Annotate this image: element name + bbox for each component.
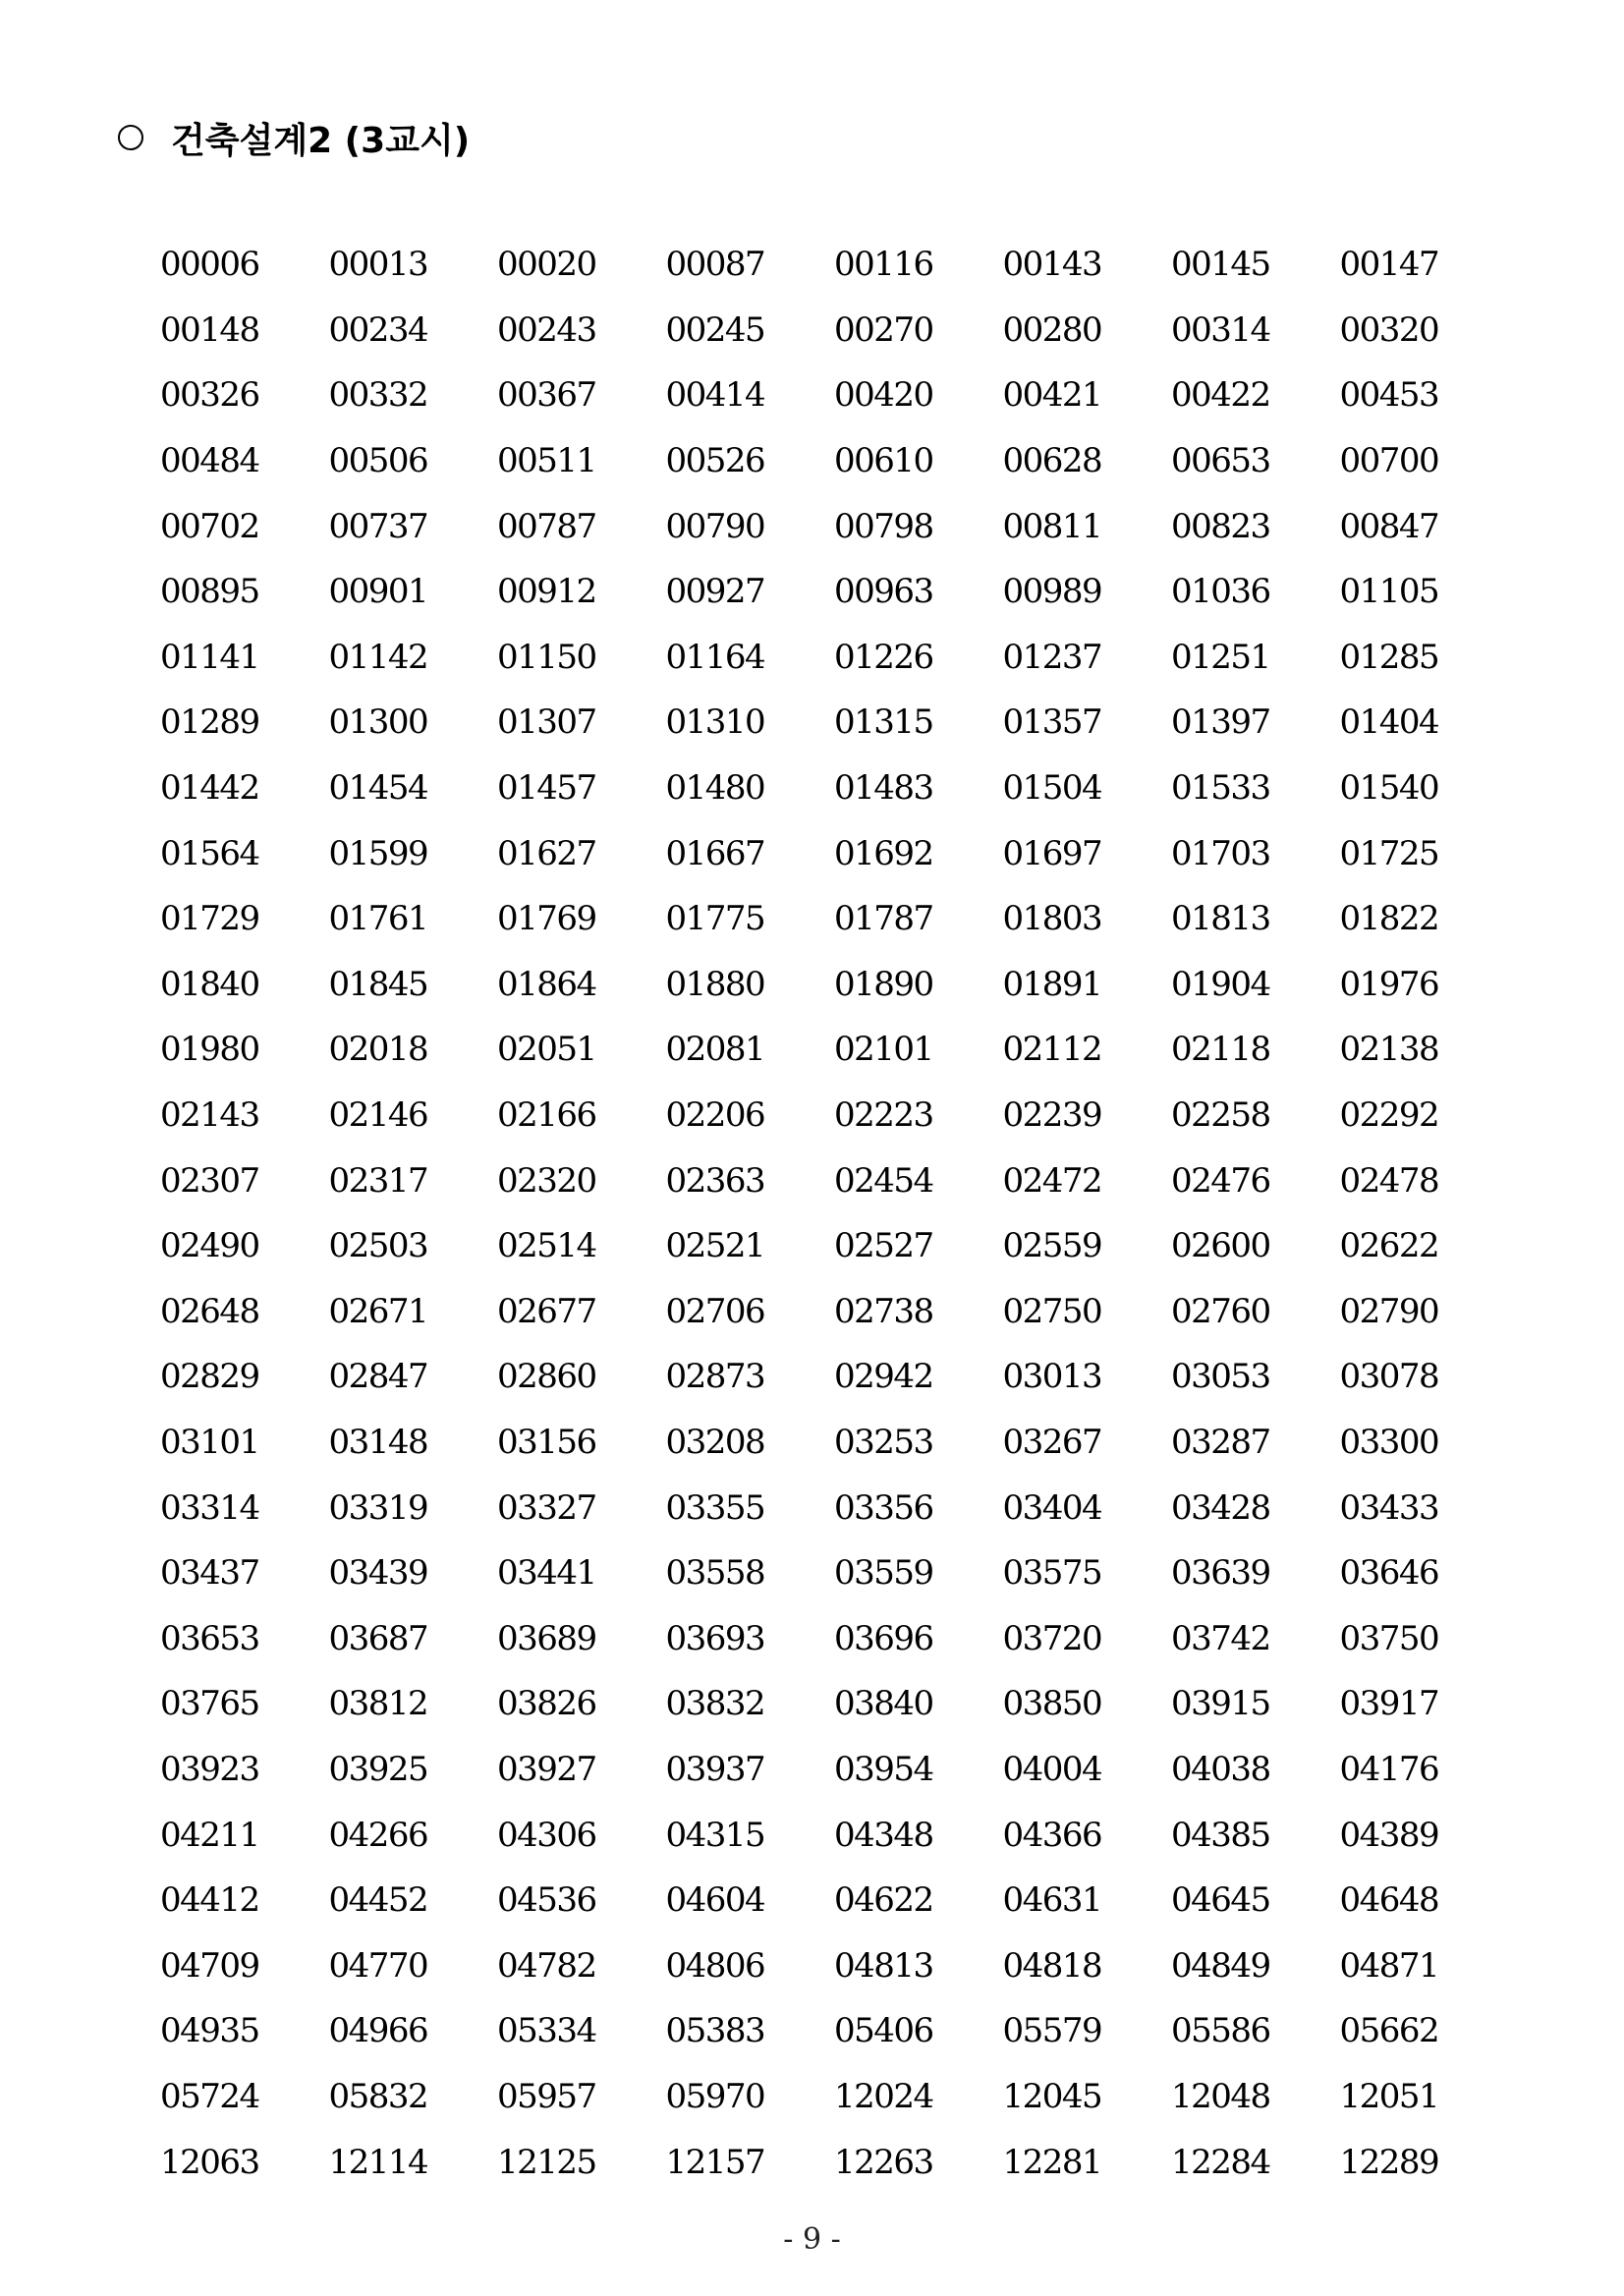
candidate-number: 01725 [1339, 833, 1439, 873]
candidate-number: 03720 [1002, 1618, 1102, 1658]
page-number: - 9 - [783, 2222, 841, 2257]
candidate-number: 00006 [160, 245, 259, 285]
candidate-number: 01142 [328, 637, 428, 677]
candidate-number: 02829 [160, 1357, 259, 1397]
candidate-number: 02051 [497, 1030, 596, 1070]
candidate-number: 00702 [160, 506, 259, 546]
candidate-number: 00811 [1002, 506, 1102, 546]
candidate-number: 03148 [328, 1422, 428, 1462]
candidate-number: 00245 [665, 309, 765, 350]
candidate-number: 00367 [497, 375, 596, 416]
candidate-number: 01141 [160, 637, 259, 677]
candidate-number: 03925 [328, 1749, 428, 1789]
candidate-number: 01775 [665, 899, 765, 939]
candidate-number: 01703 [1171, 833, 1270, 873]
candidate-number: 03300 [1339, 1422, 1439, 1462]
candidate-number: 03812 [328, 1684, 428, 1724]
candidate-number: 04266 [328, 1815, 428, 1855]
candidate-number: 01976 [1339, 964, 1439, 1004]
candidate-number: 00847 [1339, 506, 1439, 546]
candidate-number: 00628 [1002, 441, 1102, 481]
candidate-number: 03053 [1171, 1357, 1270, 1397]
candidate-number: 01845 [328, 964, 428, 1004]
candidate-number: 05586 [1171, 2011, 1270, 2051]
candidate-number: 03653 [160, 1618, 259, 1658]
candidate-number: 03575 [1002, 1553, 1102, 1594]
candidate-number: 02738 [834, 1291, 933, 1331]
candidate-number: 03404 [1002, 1487, 1102, 1528]
candidate-number: 01813 [1171, 899, 1270, 939]
candidate-number: 04966 [328, 2011, 428, 2051]
candidate-number: 01692 [834, 833, 933, 873]
candidate-number: 03917 [1339, 1684, 1439, 1724]
candidate-number: 02081 [665, 1030, 765, 1070]
candidate-number: 04818 [1002, 1945, 1102, 1986]
candidate-number: 01504 [1002, 768, 1102, 809]
candidate-number: 04806 [665, 1945, 765, 1986]
candidate-number: 00963 [834, 572, 933, 612]
candidate-number: 01880 [665, 964, 765, 1004]
candidate-number: 03437 [160, 1553, 259, 1594]
candidate-number: 02790 [1339, 1291, 1439, 1331]
candidate-number: 00895 [160, 572, 259, 612]
candidate-number: 02320 [497, 1160, 596, 1201]
section-heading [118, 110, 470, 165]
candidate-number: 03696 [834, 1618, 933, 1658]
candidate-number: 03156 [497, 1422, 596, 1462]
candidate-number: 01226 [834, 637, 933, 677]
candidate-number: 03355 [665, 1487, 765, 1528]
candidate-number: 00148 [160, 309, 259, 350]
candidate-number: 01036 [1171, 572, 1270, 612]
candidate-number: 04004 [1002, 1749, 1102, 1789]
candidate-number: 01251 [1171, 637, 1270, 677]
candidate-number: 03646 [1339, 1553, 1439, 1594]
candidate-number: 04631 [1002, 1880, 1102, 1921]
candidate-number: 00020 [497, 245, 596, 285]
candidate-number: 01840 [160, 964, 259, 1004]
candidate-number: 02860 [497, 1357, 596, 1397]
candidate-number: 03826 [497, 1684, 596, 1724]
candidate-number: 03750 [1339, 1618, 1439, 1658]
candidate-number: 05579 [1002, 2011, 1102, 2051]
candidate-number: 03208 [665, 1422, 765, 1462]
candidate-number: 12114 [328, 2142, 428, 2182]
candidate-number: 02292 [1339, 1095, 1439, 1136]
candidate-number: 00234 [328, 309, 428, 350]
candidate-number: 05662 [1339, 2011, 1439, 2051]
candidate-number: 03832 [665, 1684, 765, 1724]
candidate-number: 00610 [834, 441, 933, 481]
candidate-number: 02559 [1002, 1226, 1102, 1266]
candidate-number: 12125 [497, 2142, 596, 2182]
candidate-number: 04038 [1171, 1749, 1270, 1789]
candidate-number: 02514 [497, 1226, 596, 1266]
candidate-number: 03927 [497, 1749, 596, 1789]
candidate-number: 01454 [328, 768, 428, 809]
candidate-number: 00420 [834, 375, 933, 416]
candidate-number: 12263 [834, 2142, 933, 2182]
candidate-number: 01237 [1002, 637, 1102, 677]
candidate-number: 03428 [1171, 1487, 1270, 1528]
candidate-number: 04648 [1339, 1880, 1439, 1921]
candidate-number: 02677 [497, 1291, 596, 1331]
candidate-number: 02648 [160, 1291, 259, 1331]
candidate-number: 00145 [1171, 245, 1270, 285]
candidate-number: 03287 [1171, 1422, 1270, 1462]
candidate-number: 04935 [160, 2011, 259, 2051]
candidate-number: 00453 [1339, 375, 1439, 416]
candidate-number: 05334 [497, 2011, 596, 2051]
candidate-number: 01904 [1171, 964, 1270, 1004]
candidate-number: 01697 [1002, 833, 1102, 873]
candidate-number: 03439 [328, 1553, 428, 1594]
candidate-number: 03840 [834, 1684, 933, 1724]
candidate-number: 00332 [328, 375, 428, 416]
candidate-number: 00927 [665, 572, 765, 612]
candidate-number: 01540 [1339, 768, 1439, 809]
candidate-number: 03923 [160, 1749, 259, 1789]
candidate-number: 04385 [1171, 1815, 1270, 1855]
candidate-number: 02671 [328, 1291, 428, 1331]
candidate-number: 02018 [328, 1030, 428, 1070]
candidate-number: 04536 [497, 1880, 596, 1921]
candidate-number: 01564 [160, 833, 259, 873]
candidate-number: 03954 [834, 1749, 933, 1789]
candidate-number: 01300 [328, 702, 428, 743]
candidate-number: 01150 [497, 637, 596, 677]
section-title: 건축설계2 (3교시) [171, 120, 471, 161]
candidate-number: 00270 [834, 309, 933, 350]
candidate-number: 02239 [1002, 1095, 1102, 1136]
candidate-number: 02600 [1171, 1226, 1270, 1266]
candidate-number: 02476 [1171, 1160, 1270, 1201]
candidate-number: 03253 [834, 1422, 933, 1462]
candidate-number: 00320 [1339, 309, 1439, 350]
candidate-number: 00414 [665, 375, 765, 416]
candidate-number: 00147 [1339, 245, 1439, 285]
candidate-number: 01891 [1002, 964, 1102, 1004]
candidate-number: 01769 [497, 899, 596, 939]
candidate-number: 00116 [834, 245, 933, 285]
candidate-number: 02143 [160, 1095, 259, 1136]
candidate-number: 02490 [160, 1226, 259, 1266]
candidate-number: 01164 [665, 637, 765, 677]
candidate-number: 00912 [497, 572, 596, 612]
candidate-number: 04782 [497, 1945, 596, 1986]
candidate-number: 02472 [1002, 1160, 1102, 1201]
candidate-number: 00087 [665, 245, 765, 285]
candidate-number: 04452 [328, 1880, 428, 1921]
candidate-number: 04604 [665, 1880, 765, 1921]
candidate-number: 02503 [328, 1226, 428, 1266]
candidate-number: 00653 [1171, 441, 1270, 481]
candidate-number: 04709 [160, 1945, 259, 1986]
candidate-number: 01289 [160, 702, 259, 743]
candidate-number: 03267 [1002, 1422, 1102, 1462]
candidate-number: 02363 [665, 1160, 765, 1201]
candidate-number: 04389 [1339, 1815, 1439, 1855]
candidate-number: 12051 [1339, 2076, 1439, 2116]
candidate-number: 12157 [665, 2142, 765, 2182]
candidate-number: 03850 [1002, 1684, 1102, 1724]
candidate-number: 05832 [328, 2076, 428, 2116]
candidate-number: 03765 [160, 1684, 259, 1724]
candidate-number: 03078 [1339, 1357, 1439, 1397]
candidate-number: 01457 [497, 768, 596, 809]
candidate-number: 04412 [160, 1880, 259, 1921]
candidate-number: 02760 [1171, 1291, 1270, 1331]
candidate-number: 00700 [1339, 441, 1439, 481]
candidate-number: 03441 [497, 1553, 596, 1594]
candidate-number: 04770 [328, 1945, 428, 1986]
candidate-number: 12024 [834, 2076, 933, 2116]
candidate-number: 01357 [1002, 702, 1102, 743]
candidate-number: 01397 [1171, 702, 1270, 743]
candidate-number: 02622 [1339, 1226, 1439, 1266]
candidate-number: 03356 [834, 1487, 933, 1528]
candidate-number: 03101 [160, 1422, 259, 1462]
candidate-number: 03558 [665, 1553, 765, 1594]
candidate-number: 03937 [665, 1749, 765, 1789]
candidate-number: 12063 [160, 2142, 259, 2182]
candidate-number: 05406 [834, 2011, 933, 2051]
candidate-number: 04645 [1171, 1880, 1270, 1921]
candidate-number: 04315 [665, 1815, 765, 1855]
candidate-number: 01533 [1171, 768, 1270, 809]
candidate-number: 01483 [834, 768, 933, 809]
candidate-number: 04348 [834, 1815, 933, 1855]
candidate-number: 02942 [834, 1357, 933, 1397]
candidate-number: 04871 [1339, 1945, 1439, 1986]
candidate-number: 00823 [1171, 506, 1270, 546]
candidate-number: 01822 [1339, 899, 1439, 939]
candidate-number: 01105 [1339, 572, 1439, 612]
candidate-number: 00526 [665, 441, 765, 481]
candidate-number: 04306 [497, 1815, 596, 1855]
candidate-number: 12281 [1002, 2142, 1102, 2182]
candidate-number: 12284 [1171, 2142, 1270, 2182]
candidate-number: 02166 [497, 1095, 596, 1136]
candidate-number: 00421 [1002, 375, 1102, 416]
candidate-number: 01310 [665, 702, 765, 743]
candidate-number: 02847 [328, 1357, 428, 1397]
candidate-number: 00314 [1171, 309, 1270, 350]
candidate-number: 01315 [834, 702, 933, 743]
candidate-number: 01285 [1339, 637, 1439, 677]
candidate-number: 01729 [160, 899, 259, 939]
candidate-number: 03742 [1171, 1618, 1270, 1658]
candidate-number: 00143 [1002, 245, 1102, 285]
candidate-number: 02101 [834, 1030, 933, 1070]
candidate-number: 03639 [1171, 1553, 1270, 1594]
candidate-number: 12045 [1002, 2076, 1102, 2116]
candidate-number: 00326 [160, 375, 259, 416]
candidate-number: 03559 [834, 1553, 933, 1594]
candidate-number: 05383 [665, 2011, 765, 2051]
candidate-number: 04366 [1002, 1815, 1102, 1855]
candidate-number: 05957 [497, 2076, 596, 2116]
candidate-number: 00484 [160, 441, 259, 481]
candidate-number: 03693 [665, 1618, 765, 1658]
candidate-number: 00798 [834, 506, 933, 546]
candidate-number: 03327 [497, 1487, 596, 1528]
candidate-number: 03687 [328, 1618, 428, 1658]
candidate-number: 01980 [160, 1030, 259, 1070]
candidate-number: 03433 [1339, 1487, 1439, 1528]
candidate-number: 04211 [160, 1815, 259, 1855]
candidate-number: 01599 [328, 833, 428, 873]
candidate-number-grid [160, 232, 1536, 2195]
candidate-number: 01442 [160, 768, 259, 809]
candidate-number: 02206 [665, 1095, 765, 1136]
candidate-number: 02478 [1339, 1160, 1439, 1201]
candidate-number: 03314 [160, 1487, 259, 1528]
candidate-number: 00422 [1171, 375, 1270, 416]
candidate-number: 02873 [665, 1357, 765, 1397]
candidate-number: 01803 [1002, 899, 1102, 939]
candidate-number: 00901 [328, 572, 428, 612]
candidate-number: 03013 [1002, 1357, 1102, 1397]
candidate-number: 01307 [497, 702, 596, 743]
candidate-number: 02454 [834, 1160, 933, 1201]
candidate-number: 02750 [1002, 1291, 1102, 1331]
candidate-number: 01480 [665, 768, 765, 809]
candidate-number: 02527 [834, 1226, 933, 1266]
candidate-number: 05724 [160, 2076, 259, 2116]
candidate-number: 03915 [1171, 1684, 1270, 1724]
candidate-number: 01890 [834, 964, 933, 1004]
candidate-number: 05970 [665, 2076, 765, 2116]
candidate-number: 12048 [1171, 2076, 1270, 2116]
candidate-number: 02307 [160, 1160, 259, 1201]
candidate-number: 01864 [497, 964, 596, 1004]
candidate-number: 00243 [497, 309, 596, 350]
candidate-number: 01787 [834, 899, 933, 939]
candidate-number: 00506 [328, 441, 428, 481]
circle-bullet-icon [118, 125, 143, 150]
candidate-number: 02138 [1339, 1030, 1439, 1070]
candidate-number: 02258 [1171, 1095, 1270, 1136]
candidate-number: 02112 [1002, 1030, 1102, 1070]
candidate-number: 02317 [328, 1160, 428, 1201]
candidate-number: 12289 [1339, 2142, 1439, 2182]
candidate-number: 04849 [1171, 1945, 1270, 1986]
candidate-number: 00280 [1002, 309, 1102, 350]
candidate-number: 02706 [665, 1291, 765, 1331]
candidate-number: 03319 [328, 1487, 428, 1528]
candidate-number: 02118 [1171, 1030, 1270, 1070]
candidate-number: 04622 [834, 1880, 933, 1921]
candidate-number: 01667 [665, 833, 765, 873]
candidate-number: 00511 [497, 441, 596, 481]
candidate-number: 00787 [497, 506, 596, 546]
candidate-number: 01627 [497, 833, 596, 873]
candidate-number: 03689 [497, 1618, 596, 1658]
candidate-number: 04176 [1339, 1749, 1439, 1789]
candidate-number: 04813 [834, 1945, 933, 1986]
candidate-number: 00790 [665, 506, 765, 546]
candidate-number: 00013 [328, 245, 428, 285]
candidate-number: 02146 [328, 1095, 428, 1136]
candidate-number: 00737 [328, 506, 428, 546]
candidate-number: 00989 [1002, 572, 1102, 612]
candidate-number: 02521 [665, 1226, 765, 1266]
candidate-number: 02223 [834, 1095, 933, 1136]
candidate-number: 01761 [328, 899, 428, 939]
candidate-number: 01404 [1339, 702, 1439, 743]
